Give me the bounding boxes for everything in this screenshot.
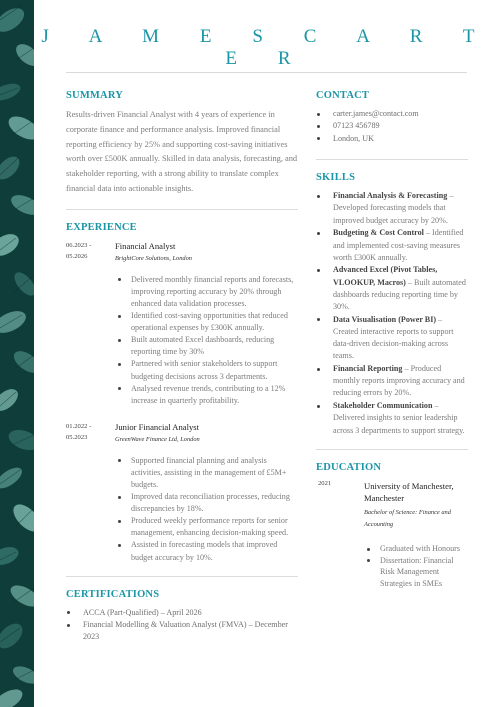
header-divider: [66, 72, 467, 73]
skill-name: Financial Analysis & Forecasting: [333, 191, 448, 201]
skill-name: Data Visualisation (Power BI): [333, 314, 437, 324]
job-bullet: Identified cost-saving opportunities that reduced operational expenses by £300K annually.: [117, 310, 298, 334]
skills-section: [316, 172, 468, 437]
certification-item: ACCA (Part-Qualified) – April 2026: [66, 607, 298, 619]
skill-desc: – Developed forecasting models that improved budget accuracy by 20%.: [333, 191, 454, 225]
education-degree: Bachelor of Science: Finance and Accounting: [364, 509, 451, 529]
certifications-section: [66, 589, 298, 644]
skill-item: [316, 264, 468, 313]
skill-item: [316, 363, 468, 400]
job-bullet: Partnered with senior stakeholders to support budgeting decisions across 3 departments.: [117, 358, 298, 382]
job-bullet: Assisted in forecasting models that improved budget accuracy by 10%.: [117, 539, 298, 563]
summary-section: [66, 90, 298, 197]
leaf-pattern-image: [0, 0, 34, 707]
contact-heading: CONTACT: [316, 90, 370, 101]
job-bullet: Improved data reconciliation processes, reducing discrepancies by 18%.: [117, 491, 298, 515]
skill-name: Budgeting & Cost Control: [333, 228, 424, 238]
job-entry: [66, 421, 298, 564]
section-divider: [316, 449, 468, 450]
job-company: GreenWave Finance Ltd, London: [115, 435, 200, 443]
job-title: Financial Analyst: [115, 240, 176, 251]
education-entry: [316, 480, 468, 590]
job-bullet: Supported financial planning and analysis activities, assisting in the management of £5M+ budgets.: [117, 455, 298, 491]
summary-text: Results-driven Financial Analyst with 4 years of experience in corporate finance and performance analysis. Improved financial reporting efficiency by 25% and supporting cost-saving initiatives worth over £500K annually. Skilled in data analysis, forecasting, and stakeholder reporting, with a strong ability to translate complex financial data into actionable insights.: [66, 110, 298, 193]
job-date: 06.2023 - 05.2026: [66, 241, 92, 260]
skill-desc: – Identified and implemented cost-saving measures worth £300K annually.: [333, 228, 464, 262]
experience-heading: EXPERIENCE: [66, 221, 137, 233]
education-year: 2021: [318, 479, 332, 487]
contact-section: [316, 90, 468, 145]
skill-name: Stakeholder Communication: [333, 401, 433, 411]
summary-heading: SUMMARY: [66, 90, 124, 101]
job-bullet: Built automated Excel dashboards, reducing reporting time by 30%: [117, 334, 298, 358]
contact-list: [316, 108, 468, 145]
skill-desc: – Built automated dashboards reducing reporting time by 30%.: [333, 277, 466, 312]
education-school: University of Manchester, Manchester: [364, 480, 454, 503]
contact-location: London, UK: [316, 133, 468, 145]
skill-name: Advanced Excel (Pivot Tables, VLOOKUP, Macros): [333, 265, 438, 287]
job-bullet: Delivered monthly financial reports and forecasts, improving reporting accuracy by 20% through enhanced data validation processes.: [117, 274, 298, 310]
contact-email[interactable]: carter.james@contact.com: [316, 108, 468, 120]
certifications-heading: CERTIFICATIONS: [66, 588, 160, 600]
certifications-list: [66, 607, 298, 644]
education-bullet-list: [366, 543, 468, 589]
skill-item: [316, 400, 468, 437]
right-column: [316, 84, 468, 590]
job-company: BrightCore Solutions, London: [115, 254, 192, 262]
section-divider: [316, 159, 468, 160]
section-divider: [66, 576, 298, 577]
skill-name: Financial Reporting: [333, 364, 403, 374]
job-bullet: Produced weekly performance reports for senior management, enhancing decision-making speed.: [117, 515, 298, 539]
leaf-decoration: [0, 0, 34, 707]
last-name: C A R T E R: [225, 26, 493, 69]
education-bullet: Graduated with Honours: [366, 543, 468, 555]
job-date: 01.2022 - 05.2023: [66, 422, 92, 441]
job-bullet: Analysed revenue trends, contributing to a 12% increase in quarterly profitability.: [117, 383, 298, 407]
skill-item: [316, 314, 468, 363]
education-section: [316, 462, 468, 590]
skill-desc: – Produced monthly reports improving accuracy and reducing errors by 20%.: [333, 364, 465, 398]
candidate-name: [34, 26, 500, 70]
skill-desc: – Created interactive reports to support data-driven decision-making across teams.: [333, 314, 454, 361]
contact-phone[interactable]: 07123 456789: [316, 120, 468, 132]
first-name: J A M E S: [41, 26, 281, 47]
education-heading: EDUCATION: [316, 461, 382, 473]
skill-item: [316, 190, 468, 227]
job-title: Junior Financial Analyst: [115, 421, 200, 432]
section-divider: [66, 209, 298, 210]
job-bullet-list: [117, 274, 298, 407]
skills-heading: SKILLS: [316, 172, 356, 184]
job-bullet-list: [117, 455, 298, 564]
education-bullet: Dissertation: Financial Risk Management Strategies in SMEs: [366, 555, 468, 590]
certification-item: Financial Modelling & Valuation Analyst (FMVA) – December 2023: [66, 619, 298, 644]
left-column: [66, 84, 298, 644]
skill-desc: – Delivered insights to senior leadership across 3 departments to support strategy.: [333, 401, 465, 435]
experience-section: [66, 222, 298, 564]
skill-item: [316, 227, 468, 264]
skills-list: [316, 190, 468, 437]
job-entry: [66, 240, 298, 407]
